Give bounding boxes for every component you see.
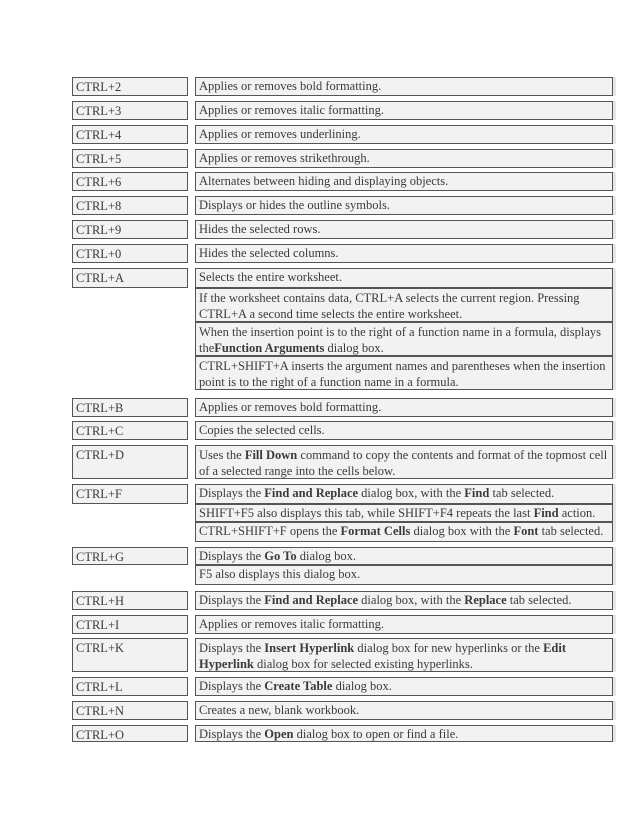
bold-term: Create Table [264,679,333,693]
shortcut-key: CTRL+0 [72,244,188,263]
bold-term: Find and Replace [264,593,359,607]
description-text: Copies the selected cells. [199,423,325,437]
shortcut-key: CTRL+A [72,268,188,288]
shortcut-description [195,268,613,288]
description-text: dialog box, with the [358,593,465,607]
description-text: dialog box with the [410,524,514,538]
bold-term: Fill Down [244,448,298,462]
bold-term: Font [513,524,539,538]
bold-term: Function Arguments [214,341,325,355]
description-text: Displays the [199,549,265,563]
bold-term: Format Cells [340,524,411,538]
shortcut-description [195,591,613,610]
description-text: dialog box. [324,341,384,355]
shortcut-description [195,484,613,504]
shortcut-description [195,101,613,120]
shortcut-description [195,322,613,356]
bold-term: Open [264,727,294,741]
bold-term: Replace [464,593,507,607]
description-text: SHIFT+F5 also displays this tab, while SHIFT+F4 repeats the last [199,506,534,520]
shortcut-description [195,677,613,696]
description-text: Hides the selected columns. [199,246,339,260]
description-text: Displays or hides the outline symbols. [199,198,390,212]
description-text: Alternates between hiding and displaying objects. [199,174,449,188]
shortcut-key: CTRL+I [72,615,188,634]
shortcut-key: CTRL+C [72,421,188,440]
shortcut-key: CTRL+8 [72,196,188,215]
shortcut-description [195,565,613,585]
shortcut-description [195,725,613,742]
shortcut-key: CTRL+O [72,725,188,742]
shortcut-description [195,244,613,263]
shortcut-key: CTRL+D [72,445,188,479]
shortcut-description [195,149,613,168]
description-text: command to copy the contents and format of the topmost cell of a selected range into the cells below. [199,448,608,478]
description-text: F5 also displays this dialog box. [199,567,361,581]
description-text: dialog box, with the [358,486,465,500]
description-text: Hides the selected rows. [199,222,321,236]
shortcut-description [195,547,613,565]
description-text: Uses the [199,448,245,462]
description-text: CTRL+SHIFT+A inserts the argument names and parentheses when the insertion point is to the right of a function name in a formula. [199,359,606,389]
description-text: dialog box for selected existing hyperlinks. [253,657,473,671]
bold-term: Go To [264,549,297,563]
shortcut-description [195,638,613,672]
description-text: tab selected. [489,486,555,500]
description-text: Displays the [199,593,265,607]
shortcut-key: CTRL+5 [72,149,188,168]
description-text: tab selected. [506,593,572,607]
description-text: Displays the [199,727,265,741]
description-text: dialog box. [296,549,356,563]
description-text: Displays the [199,486,265,500]
shortcut-key: CTRL+B [72,398,188,417]
shortcut-description [195,701,613,720]
shortcut-key: CTRL+K [72,638,188,672]
description-text: dialog box for new hyperlinks or the [354,641,544,655]
shortcut-key: CTRL+4 [72,125,188,144]
description-text: Applies or removes bold formatting. [199,400,382,414]
description-text: Creates a new, blank workbook. [199,703,360,717]
shortcut-key: CTRL+G [72,547,188,565]
description-text: If the worksheet contains data, CTRL+A selects the current region. Pressing CTRL+A a second time selects the entire worksheet. [199,291,580,321]
bold-term: Edit Hyperlink [199,641,567,671]
description-text: Displays the [199,679,265,693]
shortcut-key: CTRL+F [72,484,188,504]
description-text: dialog box to open or find a file. [293,727,459,741]
description-text: dialog box. [332,679,392,693]
shortcut-description [195,504,613,522]
shortcut-description [195,196,613,215]
description-text: action. [558,506,596,520]
shortcut-key: CTRL+2 [72,77,188,96]
bold-term: Find and Replace [264,486,359,500]
description-text: Applies or removes italic formatting. [199,617,385,631]
bold-term: Find [533,506,559,520]
description-text: Applies or removes bold formatting. [199,79,382,93]
description-text: Selects the entire worksheet. [199,270,343,284]
bold-term: Insert Hyperlink [264,641,355,655]
description-text: Applies or removes strikethrough. [199,151,370,165]
bold-term: Find [464,486,490,500]
shortcut-key: CTRL+6 [72,172,188,191]
description-text: Applies or removes underlining. [199,127,361,141]
description-text: Applies or removes italic formatting. [199,103,385,117]
shortcut-key: CTRL+H [72,591,188,610]
shortcut-key: CTRL+9 [72,220,188,239]
shortcut-description [195,421,613,440]
shortcut-description [195,522,613,542]
shortcut-description [195,220,613,239]
shortcut-description [195,288,613,322]
shortcut-description [195,125,613,144]
description-text: CTRL+SHIFT+F opens the [199,524,341,538]
shortcut-description [195,77,613,96]
shortcut-key: CTRL+3 [72,101,188,120]
shortcut-key: CTRL+N [72,701,188,720]
shortcut-key: CTRL+L [72,677,188,696]
description-text: tab selected. [538,524,604,538]
shortcut-description [195,615,613,634]
shortcut-description [195,172,613,191]
description-text: Displays the [199,641,265,655]
shortcut-description [195,398,613,417]
description-text: When the insertion point is to the right of a function name in a formula, displays the [199,325,601,355]
shortcut-description [195,445,613,479]
shortcut-description [195,356,613,390]
